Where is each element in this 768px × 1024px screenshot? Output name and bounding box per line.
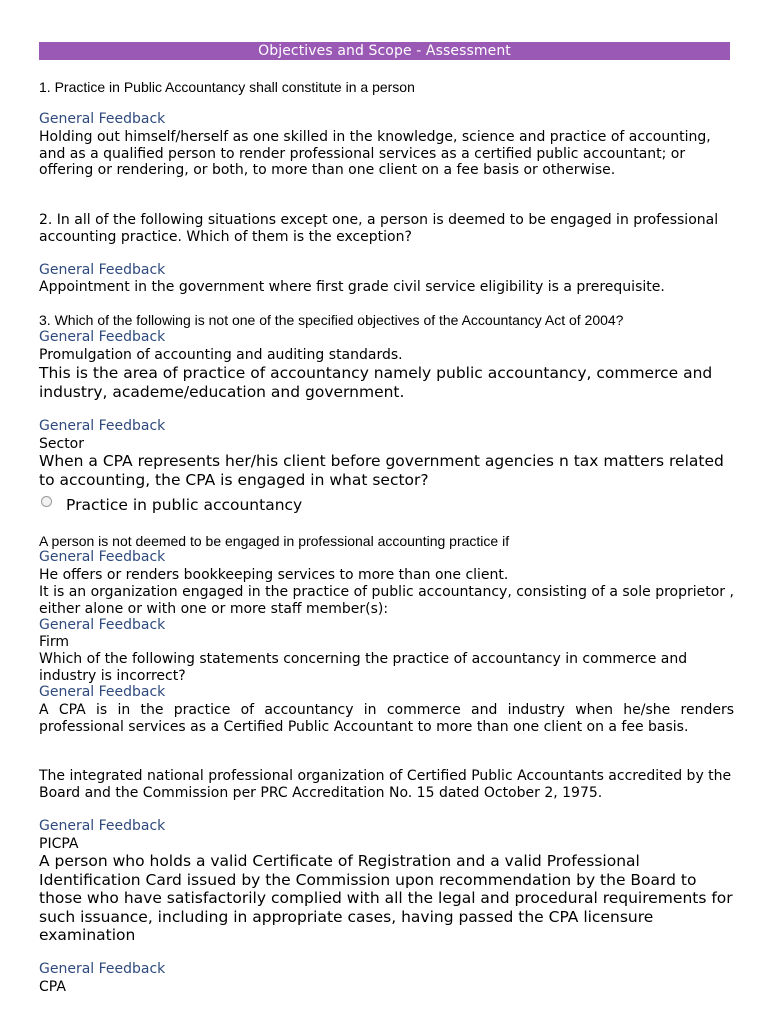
- feedback-answer-7: Firm: [39, 634, 70, 650]
- feedback-answer-1: Holding out himself/herself as one skilled in the knowledge, science and practice of accounting, and as a qualified person to render professional services as a certified public accountant; or offering or rendering, or both, to more than one client on a fee basis or otherwise.: [39, 129, 711, 178]
- feedback-answer-4: Sector: [39, 436, 85, 452]
- feedback-answer-8: A CPA is in the practice of accountancy in commerce and industry when he/she renders professional services as a Certified Public Accountant to more than one client on a fee basis.: [39, 702, 734, 735]
- feedback-answer-3: Promulgation of accounting and auditing standards.: [39, 347, 403, 363]
- feedback-label-1: General Feedback: [39, 111, 166, 127]
- question-6: A person is not deemed to be engaged in professional accounting practice if: [39, 533, 510, 549]
- option-row[interactable]: [39, 496, 734, 515]
- question-7: It is an organization engaged in the practice of public accountancy, consisting of a sole proprietor , either alone or with one or more staff member(s):: [39, 584, 734, 617]
- question-4: This is the area of practice of accountancy namely public accountancy, commerce and industry, academe/education and government.: [39, 364, 713, 401]
- radio-button[interactable]: [41, 496, 52, 507]
- question-5: When a CPA represents her/his client before government agencies n tax matters related to accounting, the CPA is engaged in what sector?: [39, 452, 724, 489]
- question-8: Which of the following statements concerning the practice of accountancy in commerce and industry is incorrect?: [39, 651, 688, 684]
- feedback-label-4: General Feedback: [39, 418, 166, 434]
- question-1: 1. Practice in Public Accountancy shall constitute in a person: [39, 79, 415, 95]
- assessment-page: [39, 42, 730, 60]
- feedback-answer-10: CPA: [39, 979, 66, 995]
- feedback-label-2: General Feedback: [39, 262, 166, 278]
- feedback-answer-9: PICPA: [39, 836, 79, 852]
- feedback-label-7: General Feedback: [39, 617, 166, 633]
- feedback-label-9: General Feedback: [39, 818, 166, 834]
- question-3: 3. Which of the following is not one of the specified objectives of the Accountancy Act of 2004?: [39, 312, 624, 328]
- feedback-label-3: General Feedback: [39, 329, 166, 345]
- feedback-answer-2: Appointment in the government where first grade civil service eligibility is a prerequisite.: [39, 279, 665, 295]
- feedback-label-10: General Feedback: [39, 961, 166, 977]
- option-label: Practice in public accountancy: [66, 496, 303, 514]
- feedback-label-8: General Feedback: [39, 684, 166, 700]
- question-9: The integrated national professional organization of Certified Public Accountants accredited by the Board and the Commission per PRC Accreditation No. 15 dated October 2, 1975.: [39, 768, 732, 801]
- feedback-label-6: General Feedback: [39, 549, 166, 565]
- page-title: Objectives and Scope - Assessment: [39, 42, 730, 60]
- feedback-answer-6: He offers or renders bookkeeping services to more than one client.: [39, 567, 509, 583]
- question-2: 2. In all of the following situations except one, a person is deemed to be engaged in professional accounting practice. Which of them is the exception?: [39, 212, 719, 245]
- question-10: A person who holds a valid Certificate of Registration and a valid Professional Identification Card issued by the Commission upon recommendation by the Board to those who have satisfactorily complied with all the legal and procedural requirements for such issuance, including in appropriate cases, having passed the CPA licensure examination: [39, 852, 733, 944]
